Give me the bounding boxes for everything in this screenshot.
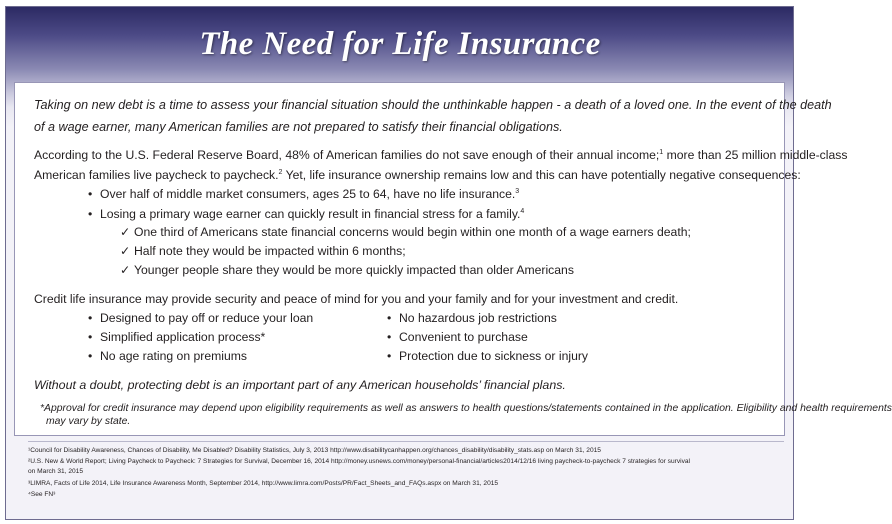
para1-line-1-text-cont: more than 25 million middle-class	[663, 148, 848, 162]
benefit-text: Simplified application process*	[100, 330, 266, 344]
page-title: The Need for Life Insurance	[199, 26, 601, 62]
footnote-ref: 4	[520, 207, 525, 215]
list-item	[387, 311, 557, 325]
footnote-ref: 1	[659, 148, 664, 156]
checkmark-icon: ✓	[120, 263, 131, 277]
approval-note-line-1: *Approval for credit insurance may depend upon eligibility requirements as well as answers to health questions/statements contained in the application. Eligibility and health requirements	[40, 403, 892, 414]
footnote-3: ³LIMRA, Facts of Life 2014, Life Insurance Awareness Month, September 2014, http://www.limra.com/Posts/PR/Fact_Sheets_and_FAQs.aspx on March 31, 2015	[28, 480, 499, 487]
bullet-icon: •	[387, 349, 392, 363]
check-text: Half note they would be impacted within 6 months;	[134, 244, 406, 258]
check-text: One third of Americans state financial concerns would begin within one month of a wage earners death;	[134, 225, 691, 239]
para1-line-1	[34, 148, 847, 162]
list-item	[88, 311, 313, 325]
bullet-icon: •	[88, 330, 93, 344]
bullet-icon: •	[387, 330, 392, 344]
para1-line-2	[34, 168, 801, 182]
benefit-text: Protection due to sickness or injury	[399, 349, 588, 363]
list-item	[120, 263, 574, 277]
bullet-text: Losing a primary wage earner can quickly result in financial stress for a family.	[100, 207, 521, 221]
intro-line-2: of a wage earner, many American families are not prepared to satisfy their financial obligations.	[34, 120, 563, 134]
footnote-ref: 2	[278, 168, 283, 176]
intro-line-1: Taking on new debt is a time to assess your financial situation should the unthinkable happen - a death of a loved one. In the event of the death	[34, 98, 832, 112]
benefit-text: Designed to pay off or reduce your loan	[100, 311, 314, 325]
bullet-icon: •	[88, 187, 93, 201]
footnote-1: ¹Council for Disability Awareness, Chances of Disability, Me Disabled? Disability Statistics, July 3, 2013 http://www.disabilitycanhappen.org/chances_disability/disability_stats.asp on March 31, 2015	[28, 447, 601, 454]
footnote-ref: 3	[515, 187, 520, 195]
list-item	[88, 207, 524, 221]
bullet-text: Over half of middle market consumers, ages 25 to 64, have no life insurance.	[100, 187, 516, 201]
footnote-2-cont: on March 31, 2015	[28, 468, 83, 475]
approval-note-line-2: may vary by state.	[46, 416, 131, 427]
footnote-divider	[28, 441, 784, 442]
checkmark-icon: ✓	[120, 244, 131, 258]
bullet-icon: •	[88, 207, 93, 221]
para2: Credit life insurance may provide security and peace of mind for you and your family and for your investment and credit.	[34, 292, 679, 306]
para1-line-1-text: According to the U.S. Federal Reserve Board, 48% of American families do not save enough of their annual income;	[34, 148, 660, 162]
list-item	[88, 330, 265, 344]
list-item	[88, 349, 247, 363]
list-item	[387, 349, 588, 363]
benefit-text: Convenient to purchase	[399, 330, 528, 344]
bullet-icon: •	[88, 311, 93, 325]
list-item	[88, 187, 519, 201]
benefit-text: No hazardous job restrictions	[399, 311, 557, 325]
para1-line-2-text: American families live paycheck to paycheck.	[34, 168, 279, 182]
footnote-2: ²U.S. New & World Report; Living Paycheck to Paycheck: 7 Strategies for Survival, December 16, 2014 http://money.usnews.com/money/personal-financial/articles2014/12/16 living paycheck-to-paycheck 7 strategies for survival	[28, 458, 691, 465]
list-item	[120, 244, 406, 258]
para1-line-2-text-cont: Yet, life insurance ownership remains low and this can have potentially negative consequences:	[282, 168, 801, 182]
bullet-icon: •	[387, 311, 392, 325]
checkmark-icon: ✓	[120, 225, 131, 239]
footnote-4: ⁴See FN³	[28, 491, 56, 498]
list-item	[120, 225, 691, 239]
bullet-icon: •	[88, 349, 93, 363]
closing-statement: Without a doubt, protecting debt is an important part of any American households’ financial plans.	[34, 378, 566, 392]
check-text: Younger people share they would be more quickly impacted than older Americans	[134, 263, 574, 277]
benefit-text: No age rating on premiums	[100, 349, 247, 363]
list-item	[387, 330, 528, 344]
